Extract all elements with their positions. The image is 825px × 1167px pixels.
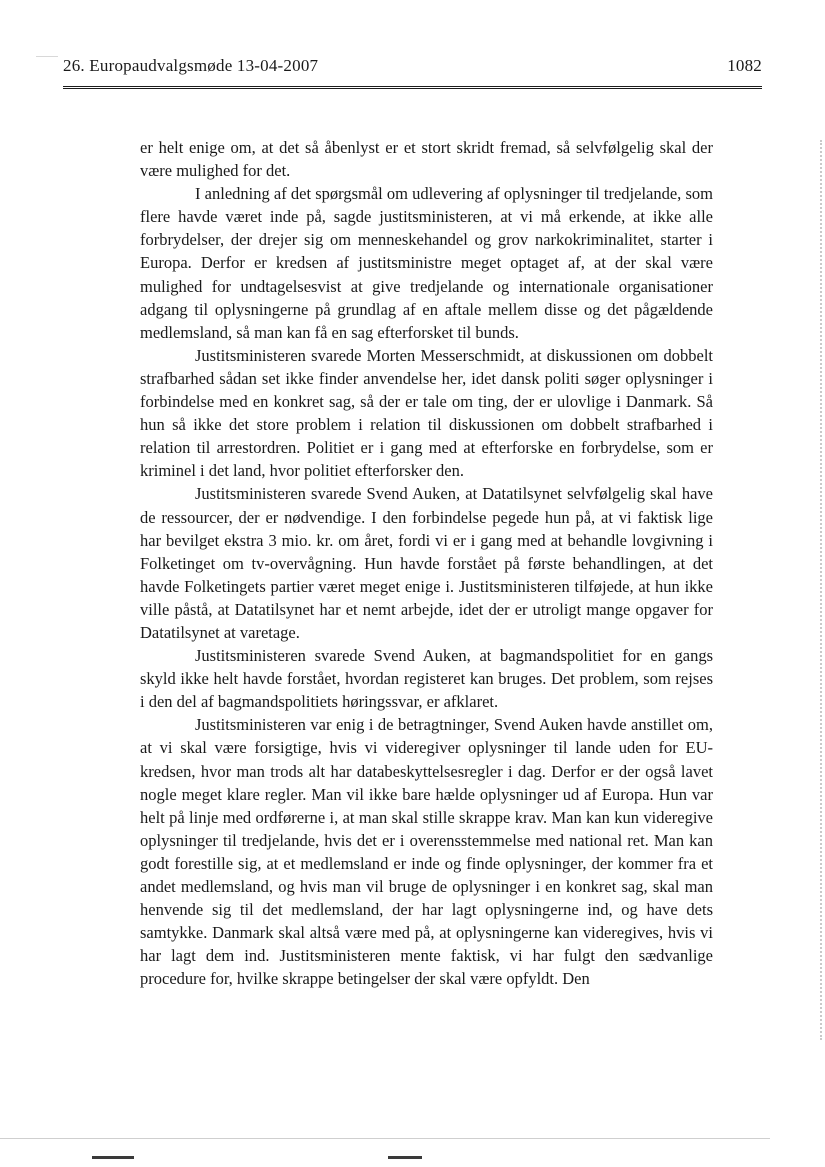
paragraph: Justitsministeren svarede Svend Auken, at Datatilsynet selvfølgelig skal have de ressourcer, der er nødvendige. I den forbindelse pegede hun på, at vi faktisk lige har bevilget ekstra 3 mio. kr. om året, fordi vi er i gang med at behandle lovgivning i Folketinget om tv-overvågning. Hun havde forstået på første behandlingen, at det havde Folketingets partier været meget enige i. Justitsministeren tilføjede, at hun ikke ville påstå, at Datatilsynet har et nemt arbejde, idet der er utroligt mange opgaver for Datatilsynet at varetage. (140, 484, 713, 642)
paragraph: Justitsministeren var enig i de betragtninger, Svend Auken havde anstillet om, at vi skal være forsigtige, hvis vi videregiver oplysninger til lande uden for EU-kredsen, hvor man trods alt har databeskyttelsesregler i dag. Derfor er der også lavet nogle meget klare regler. Man vil ikke bare hælde oplysninger ud af Europa. Hun var helt på linje med ordførerne i, at man skal stille skrappe krav. Man kan kun videregive oplysninger til tredjelande, hvis det er i overensstemmelse med national ret. Man kan godt forestille sig, at et medlemsland er inde og finde oplysninger, der kommer fra et andet medlemsland, og hvis man vil bruge de oplysninger i en konkret sag, skal man henvende sig til det medlemsland, der har lagt oplysningerne ind, og have dets samtykke. Danmark skal altså være med på, at oplysningerne kan videregives, hvis vi har lagt dem ind. Justitsministeren mente faktisk, vi har fulgt den sædvanlige procedure for, hvilke skrappe betingelser der skal være opfyldt. Den (140, 715, 713, 989)
page-header (63, 56, 762, 76)
paragraph: Justitsministeren svarede Svend Auken, at bagmandspolitiet for en gangs skyld ikke helt havde forstået, hvordan registeret kan bruges. Det problem, som rejses i den del af bagmandspolitiets høringssvar, er afklaret. (140, 646, 713, 712)
document-title: 26. Europaudvalgsmøde 13-04-2007 (63, 56, 319, 75)
paragraph: I anledning af det spørgsmål om udlevering af oplysninger til tredjelande, som flere havde været inde på, sagde justitsministeren, at vi må erkende, at ikke alle forbrydelser, der drejer sig om menneskehandel og grov narkokriminalitet, starter i Europa. Derfor er kredsen af justitsministre meget optaget af, at der skal være mulighed for undtagelsesvist at give tredjelande og internationale organisationer adgang til oplysningerne på grundlag af en aftale mellem disse og det pågældende medlemsland, så man kan få en sag efterforsket til bunds. (140, 184, 713, 342)
scan-artifact-bottom-line (0, 1138, 770, 1139)
document-body (140, 136, 713, 990)
paragraph: er helt enige om, at det så åbenlyst er et stort skridt fremad, så selvfølgelig skal der være mulighed for det. (140, 138, 713, 181)
page-number: 1082 (727, 56, 762, 75)
scan-artifact-top (36, 56, 58, 57)
scan-artifact-bottom-mark (388, 1156, 422, 1159)
header-rule (63, 86, 762, 89)
paragraph: Justitsministeren svarede Morten Messerschmidt, at diskussionen om dobbelt strafbarhed sådan set ikke finder anvendelse her, idet dansk politi søger oplysninger i forbindelse med en konkret sag, så der er tale om ting, der er ulovlige i Danmark. Så hun så ikke det store problem i relation til diskussionen om dobbelt strafbarhed i relation til arrestordren. Politiet er i gang med at efterforske en forbrydelse, som er kriminel i det land, hvor politiet efterforsker den. (140, 345, 713, 481)
scan-artifact-right-edge (820, 140, 822, 1040)
scan-artifact-bottom-mark (92, 1156, 134, 1159)
